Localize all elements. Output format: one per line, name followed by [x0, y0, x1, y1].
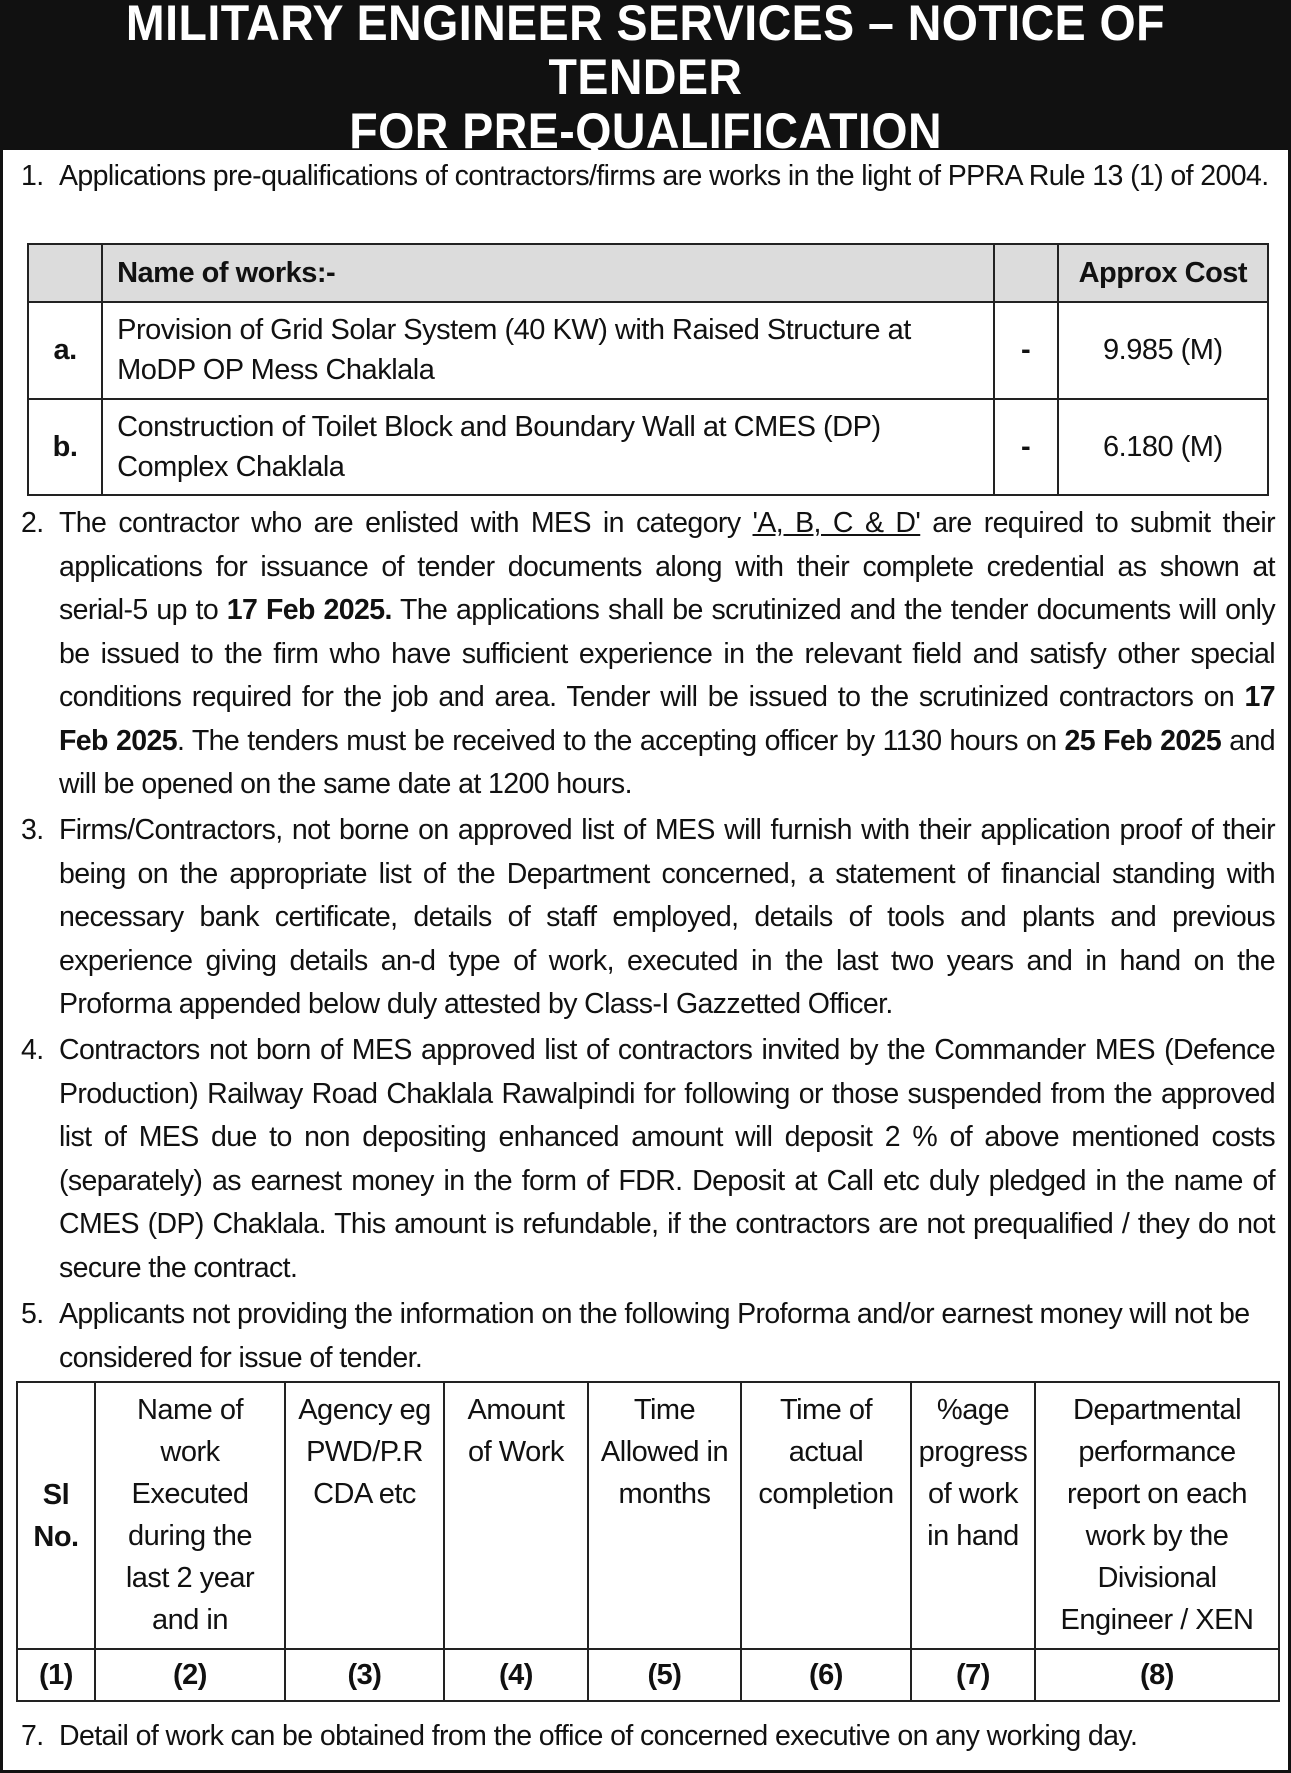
works-table-header: [28, 244, 1268, 302]
deadline-date: 17 Feb 2025.: [226, 594, 392, 626]
paragraph-text: [59, 502, 1275, 807]
col-sl-no: Sl No.: [17, 1382, 95, 1649]
col-number: (6): [741, 1649, 911, 1701]
paragraph-number: 4.: [21, 1034, 44, 1066]
header-name-of-works: Name of works:-: [102, 244, 993, 302]
proforma-table: [16, 1381, 1280, 1702]
works-table-row: [28, 302, 1268, 399]
col-number: (2): [95, 1649, 285, 1701]
col-progress: %age progress of work in hand: [911, 1382, 1035, 1649]
paragraph-2: [21, 502, 1275, 807]
paragraph-5: [21, 1293, 1275, 1380]
work-name: Provision of Grid Solar System (40 KW) with Raised Structure at MoDP OP Mess Chaklala: [102, 302, 993, 399]
header-blank-cell: [994, 244, 1058, 302]
header-title-line2: FOR PRE-QUALIFICATION: [349, 102, 942, 159]
paragraph-number: 5.: [21, 1298, 44, 1330]
paragraph-text: Applications pre-qualifications of contractors/firms are works in the light of PPRA Rule 13 (1) of 2004.: [59, 160, 1269, 192]
paragraph-number: 3.: [21, 814, 44, 846]
text-fragment: The applications shall be scrutinized and the tender documents will only be issued to the firm who have sufficient experience in the relevant field and satisfy other special conditions required for the job and area. Tender will be issued to the scrutinized contractors on: [59, 594, 1276, 713]
col-time-allowed: Time Allowed in months: [588, 1382, 741, 1649]
paragraph-3: [21, 809, 1275, 1027]
text-fragment: . The tenders must be received to the accepting officer by 1130 hours on: [176, 724, 1065, 757]
row-dash: -: [994, 399, 1058, 496]
proforma-header-row: [17, 1382, 1279, 1649]
text-fragment: The contractor who are enlisted with MES in category: [59, 507, 753, 539]
paragraph-text: Firms/Contractors, not borne on approved list of MES will furnish with their application proof of their being on the appropriate list of the Department concerned, a statement of financial standing with necessary bank certificate, details of staff employed, details of tools and plants and previous experience giving details an-d type of work, executed in the last two years and in hand on the Proforma appended below duly attested by Class-I Gazzetted Officer.: [59, 814, 1275, 1020]
col-number: (1): [17, 1649, 95, 1701]
row-label: b.: [28, 399, 102, 496]
row-label: a.: [28, 302, 102, 399]
header-title-line1: MILITARY ENGINEER SERVICES – NOTICE OF TENDER: [125, 0, 1166, 105]
col-time-actual: Time of actual completion: [741, 1382, 911, 1649]
col-agency: Agency eg PWD/P.R CDA etc: [285, 1382, 444, 1649]
header-blank-cell: [28, 244, 102, 302]
col-number: (3): [285, 1649, 444, 1701]
category-text: 'A, B, C & D': [752, 507, 921, 539]
paragraph-text: Detail of work can be obtained from the office of concerned executive on any working day.: [59, 1720, 1138, 1752]
approx-cost: 6.180 (M): [1058, 399, 1268, 496]
notice-header: [3, 0, 1288, 159]
paragraph-7: [21, 1715, 1275, 1759]
submission-date: 25 Feb 2025: [1064, 724, 1222, 757]
paragraph-number: 7.: [21, 1720, 44, 1752]
work-name: Construction of Toilet Block and Boundary Wall at CMES (DP) Complex Chaklala: [102, 399, 993, 496]
text-fragment: are required to submit their applications for issuance of tender documents along with their complete credential as shown at serial-5 up to: [59, 507, 1275, 626]
col-number: (5): [588, 1649, 741, 1701]
proforma-number-row: [17, 1649, 1279, 1701]
paragraph-4: [21, 1029, 1275, 1290]
col-number: (7): [911, 1649, 1035, 1701]
paragraph-text: Contractors not born of MES approved list of contractors invited by the Commander MES (Defence Production) Railway Road Chaklala Rawalpindi for following or those suspended from the approved list of MES due to non depositing enhanced amount will deposit 2 % of above mentioned costs (separately) as earnest money in the form of FDR. Deposit at Call etc duly pledged in the name of CMES (DP) Chaklala. This amount is refundable, if the contractors are not prequalified / they do not secure the contract.: [59, 1034, 1275, 1284]
col-number: (4): [444, 1649, 588, 1701]
paragraph-number: 2.: [21, 507, 44, 539]
approx-cost: 9.985 (M): [1058, 302, 1268, 399]
col-amount: Amount of Work: [444, 1382, 588, 1649]
text-fragment: and will be opened on the same date at 1200 hours.: [59, 724, 1275, 800]
row-dash: -: [994, 302, 1058, 399]
col-number: (8): [1035, 1649, 1279, 1701]
works-table: [27, 243, 1269, 496]
issue-date: 17 Feb 2025: [59, 681, 1275, 757]
header-approx-cost: Approx Cost: [1058, 244, 1268, 302]
works-table-row: [28, 399, 1268, 496]
col-performance-report: Departmental performance report on each work by the Divisional Engineer / XEN: [1035, 1382, 1279, 1649]
paragraph-text: Applicants not providing the information on the following Proforma and/or earnest money will not be considered for issue of tender.: [59, 1298, 1250, 1374]
paragraph-1: [21, 155, 1275, 199]
paragraph-number: 1.: [21, 160, 44, 192]
col-name-of-work: Name of work Executed during the last 2 year and in: [95, 1382, 285, 1649]
